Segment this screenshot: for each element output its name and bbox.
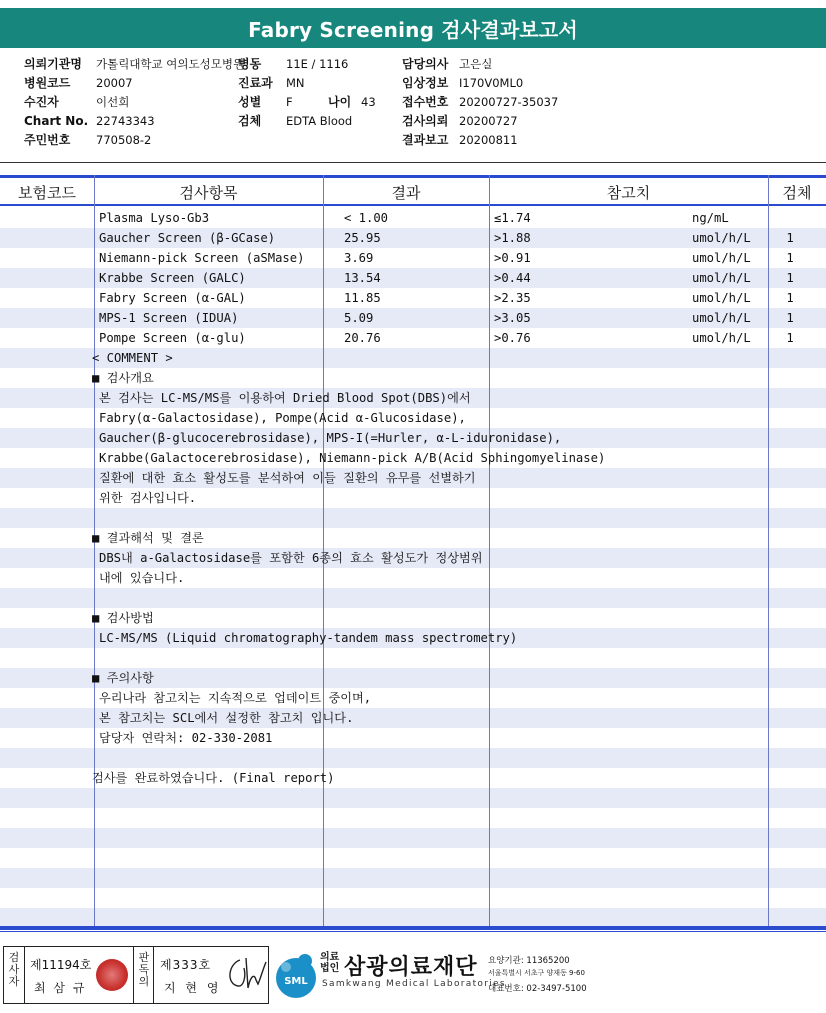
comment-line: ■ 검사방법 (92, 611, 154, 625)
chart-no-value: 22743343 (96, 114, 155, 128)
column-divider (768, 175, 769, 927)
specimen-code: 1 (786, 331, 794, 345)
test-item-name: MPS-1 Screen (IDUA) (99, 311, 239, 325)
comment-line: 우리나라 참고치는 지속적으로 업데이트 중이며, (99, 691, 372, 705)
report-date-value: 20200811 (459, 133, 518, 147)
comment-line: 질환에 대한 효소 활성도를 분석하여 이들 질환의 유무를 선별하기 (99, 471, 476, 485)
comment-line: ■ 결과해석 및 결론 (92, 531, 204, 545)
reviewer-label (137, 952, 151, 988)
table-row-stripe (0, 848, 826, 868)
specimen-code: 1 (786, 291, 794, 305)
hospital-code-value: 20007 (96, 76, 133, 90)
age-label: 나이 (328, 95, 352, 109)
hospital-code-label: 병원코드 (24, 76, 71, 90)
reference-range: >0.44 (494, 271, 531, 285)
table-row-stripe (0, 828, 826, 848)
org-name: 삼광의료재단 (344, 955, 478, 980)
specimen-value: EDTA Blood (286, 114, 353, 128)
comment-line: 검사를 완료하였습니다. (Final report) (92, 771, 335, 785)
header-result: 결과 (391, 183, 421, 202)
reference-unit: umol/h/L (692, 231, 751, 245)
header-divider (0, 162, 826, 163)
table-row-stripe (0, 888, 826, 908)
sig-divider (24, 946, 25, 1004)
reference-unit: umol/h/L (692, 271, 751, 285)
comment-line: LC-MS/MS (Liquid chromatography-tandem mass spectrometry) (99, 631, 518, 645)
table-row-stripe (0, 868, 826, 888)
patient-label: 수진자 (24, 95, 59, 109)
reviewer-label-text: 판독의 (138, 951, 150, 988)
test-result-value: 25.95 (344, 231, 381, 245)
test-item-name: Gaucher Screen (β-GCase) (99, 231, 276, 245)
age-value: 43 (361, 95, 376, 109)
reviewer-signature (224, 954, 268, 994)
reference-unit: umol/h/L (692, 291, 751, 305)
comment-line: DBS내 a-Galactosidase를 포함한 6종의 효소 활성도가 정상범위 (99, 551, 483, 565)
resident-no-value: 770508-2 (96, 133, 152, 147)
receipt-no-label: 접수번호 (402, 95, 449, 109)
test-item-name: Fabry Screen (α-GAL) (99, 291, 246, 305)
table-row-stripe (0, 748, 826, 768)
org-phone: 대표번호: 02-3497-5100 (488, 984, 587, 994)
table-bottom-border-thin (0, 931, 826, 932)
test-item-name: Niemann-pick Screen (aSMase) (99, 251, 305, 265)
clinical-info-value: I170V0ML0 (459, 76, 524, 90)
org-english: Samkwang Medical Laboratories (322, 979, 506, 989)
comment-line: ■ 주의사항 (92, 671, 154, 685)
table-bottom-border (0, 926, 826, 930)
specimen-label: 검체 (238, 114, 262, 128)
column-divider (94, 175, 95, 927)
department-value: MN (286, 76, 305, 90)
department-label: 진료과 (238, 76, 273, 90)
reference-range: ≤1.74 (494, 211, 531, 225)
org-type: 의료법인 (320, 952, 340, 974)
reviewer-license: 제333호 (160, 958, 212, 972)
reference-range: >0.76 (494, 331, 531, 345)
comment-header: < COMMENT > (92, 351, 173, 365)
test-result-value: 3.69 (344, 251, 374, 265)
comment-line: Gaucher(β-glucocerebrosidase), MPS-I(=Hurler, α-L-iduronidase), (99, 431, 562, 445)
header-specimen: 검체 (782, 183, 812, 202)
table-row-stripe (0, 788, 826, 808)
reference-range: >1.88 (494, 231, 531, 245)
doctor-label: 담당의사 (402, 57, 449, 71)
org-code: 요양기관: 11365200 (488, 956, 570, 966)
comment-line: 내에 있습니다. (99, 571, 185, 585)
report-title: Fabry Screening 검사결과보고서 (0, 8, 826, 48)
comment-line: 위한 검사입니다. (99, 491, 197, 505)
report-date-label: 결과보고 (402, 133, 449, 147)
ward-label: 병동 (238, 57, 262, 71)
reference-range: >0.91 (494, 251, 531, 265)
org-address: 서울특별시 서초구 양재동 9-60 (488, 969, 585, 977)
chart-no-label: Chart No. (24, 114, 89, 128)
test-result-value: 5.09 (344, 311, 374, 325)
reviewer-name: 지 현 영 (164, 981, 222, 995)
logo-text: SML (284, 976, 308, 987)
test-item-name: Plasma Lyso-Gb3 (99, 211, 210, 225)
sig-divider (133, 946, 134, 1004)
client-value: 가톨릭대학교 여의도성모병원 (96, 57, 245, 71)
inspector-label-text: 검사자 (8, 951, 20, 988)
reference-unit: umol/h/L (692, 311, 751, 325)
test-item-name: Krabbe Screen (GALC) (99, 271, 246, 285)
header-reference: 참고치 (606, 183, 651, 202)
comment-line: 담당자 연락처: 02-330-2081 (99, 731, 273, 745)
resident-no-label: 주민번호 (24, 133, 71, 147)
table-row-stripe (0, 508, 826, 528)
request-date-value: 20200727 (459, 114, 518, 128)
table-row-stripe (0, 808, 826, 828)
test-result-value: < 1.00 (344, 211, 389, 225)
specimen-code: 1 (786, 311, 794, 325)
comment-line: Krabbe(Galactocerebrosidase), Niemann-pick A/B(Acid Sphingomyelinase) (99, 451, 606, 465)
receipt-no-value: 20200727-35037 (459, 95, 559, 109)
client-label: 의뢰기관명 (24, 57, 82, 71)
specimen-code: 1 (786, 271, 794, 285)
reference-unit: umol/h/L (692, 251, 751, 265)
reference-range: >2.35 (494, 291, 531, 305)
header-test-item: 검사항목 (179, 183, 238, 202)
inspector-seal (96, 959, 128, 991)
comment-line: ■ 검사개요 (92, 371, 154, 385)
sex-value: F (286, 95, 293, 109)
sex-label: 성별 (238, 95, 262, 109)
column-divider (489, 175, 490, 927)
specimen-code: 1 (786, 231, 794, 245)
inspector-license: 제11194호 (30, 958, 92, 972)
test-result-value: 20.76 (344, 331, 381, 345)
clinical-info-label: 임상정보 (402, 76, 449, 90)
specimen-code: 1 (786, 251, 794, 265)
ward-value: 11E / 1116 (286, 57, 349, 71)
table-row-stripe (0, 908, 826, 926)
header-info (0, 55, 826, 155)
reference-unit: ng/mL (692, 211, 729, 225)
comment-line: Fabry(α-Galactosidase), Pompe(Acid α-Glucosidase), (99, 411, 466, 425)
inspector-name: 최 삼 규 (34, 981, 87, 995)
header-insurance-code: 보험코드 (18, 183, 76, 202)
reference-range: >3.05 (494, 311, 531, 325)
request-date-label: 검사의뢰 (402, 114, 449, 128)
sig-divider (153, 946, 154, 1004)
comment-line: 본 검사는 LC-MS/MS를 이용하여 Dried Blood Spot(DBS)에서 (99, 391, 471, 405)
doctor-value: 고은실 (459, 57, 493, 71)
reference-unit: umol/h/L (692, 331, 751, 345)
comment-line: 본 참고치는 SCL에서 설정한 참고치 입니다. (99, 711, 354, 725)
table-row-stripe (0, 588, 826, 608)
inspector-label (7, 952, 21, 988)
test-result-value: 13.54 (344, 271, 381, 285)
test-result-value: 11.85 (344, 291, 381, 305)
table-row-stripe (0, 648, 826, 668)
patient-value: 이선희 (96, 95, 130, 109)
test-item-name: Pompe Screen (α-glu) (99, 331, 246, 345)
